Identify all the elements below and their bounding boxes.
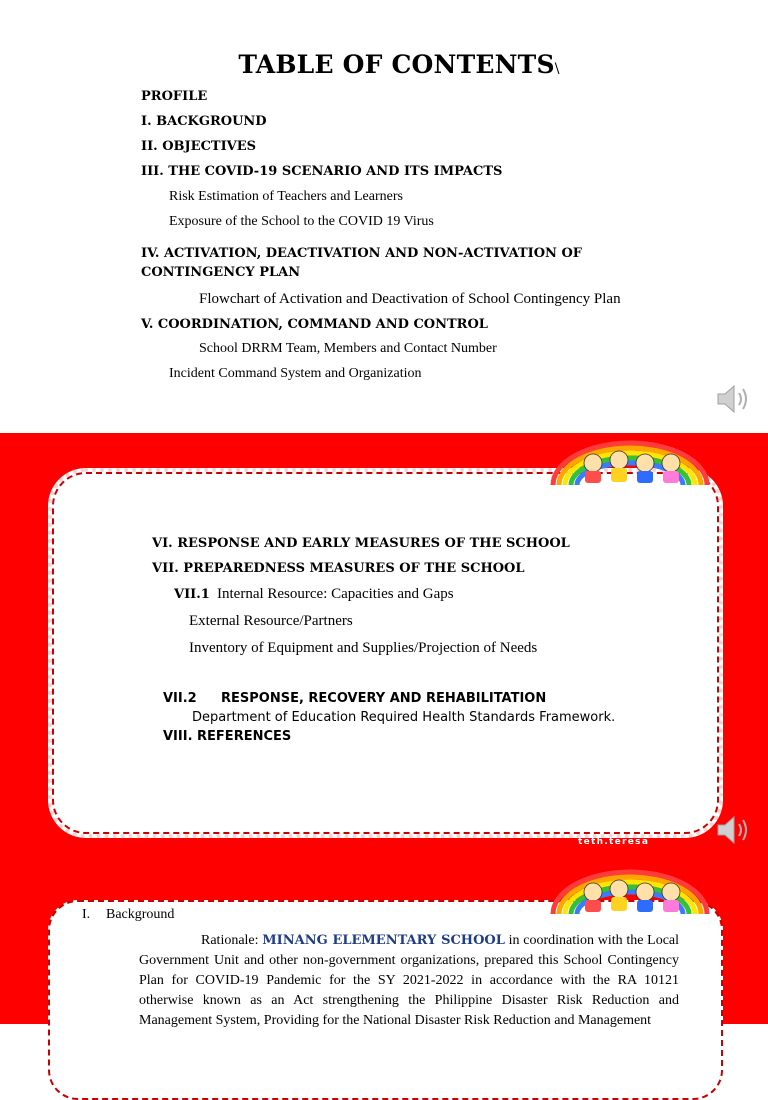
- rationale-paragraph: [139, 931, 679, 1031]
- section-heading: Background: [106, 907, 175, 922]
- watermark-text: teth.teresa: [578, 837, 650, 847]
- toc-item-objectives: II. OBJECTIVES: [141, 139, 257, 154]
- toc-subitem-external-resource: External Resource/Partners: [189, 613, 353, 629]
- rainbow-kids-icon: [545, 862, 715, 914]
- rationale-text: in coordination with the Local Government Unit and other non-government organizations, prepared this School Contingency Plan for COVID-19 Pandemic for the SY 2021-2022 in accordance with the RA 10121 otherwise known as an Act strengthening the Philippine Disaster Risk Reduction and Management System, Providing for the National Disaster Risk Reduction and Management: [139, 933, 680, 1028]
- slide-background: [0, 862, 768, 1028]
- rationale-label: Rationale:: [201, 933, 259, 948]
- toc-subitem-drrm-team: School DRRM Team, Members and Contact Number: [199, 341, 497, 356]
- toc-subitem-exposure: Exposure of the School to the COVID 19 Virus: [169, 214, 434, 229]
- speaker-icon[interactable]: [714, 380, 754, 418]
- toc-subitem-flowchart: Flowchart of Activation and Deactivation of School Contingency Plan: [199, 291, 621, 307]
- toc-item-profile: PROFILE: [141, 89, 208, 104]
- toc-item-response: VI. RESPONSE AND EARLY MEASURES OF THE SCHOOL: [152, 536, 570, 551]
- toc-subitem-risk-estimation: Risk Estimation of Teachers and Learners: [169, 189, 403, 204]
- toc-item-coordination: V. COORDINATION, COMMAND AND CONTROL: [141, 317, 488, 332]
- toc-subitem-incident-command: Incident Command System and Organization: [169, 366, 422, 381]
- toc-item-background: I. BACKGROUND: [141, 114, 267, 129]
- speaker-icon[interactable]: [714, 811, 754, 849]
- rainbow-kids-icon: [545, 433, 715, 485]
- toc-item-preparedness: VII. PREPAREDNESS MEASURES OF THE SCHOOL: [152, 561, 525, 576]
- toc-item-covid-scenario: III. THE COVID-19 SCENARIO AND ITS IMPACTS: [141, 164, 503, 179]
- school-name: MINANG ELEMENTARY SCHOOL: [262, 933, 505, 948]
- slide-table-of-contents-continued: [0, 433, 768, 862]
- toc-subitem-inventory: Inventory of Equipment and Supplies/Projection of Needs: [189, 640, 538, 656]
- toc-item-response-recovery: RESPONSE, RECOVERY AND REHABILITATION: [221, 691, 547, 706]
- toc-item-contingency-plan: CONTINGENCY PLAN: [141, 265, 301, 280]
- section-number: I.: [82, 907, 91, 922]
- toc-item-activation: IV. ACTIVATION, DEACTIVATION AND NON-ACTIVATION OF: [141, 246, 583, 261]
- toc-subitem-health-standards: Department of Education Required Health Standards Framework.: [192, 710, 616, 725]
- toc-subitem-internal-resource: Internal Resource: Capacities and Gaps: [217, 586, 454, 602]
- toc-number-vii2: VII.2: [163, 691, 197, 706]
- toc-number-vii1: VII.1: [174, 587, 210, 602]
- page-title: TABLE OF CONTENTS\: [238, 50, 560, 79]
- slide-table-of-contents: [0, 0, 768, 433]
- toc-item-references: VIII. REFERENCES: [163, 729, 292, 744]
